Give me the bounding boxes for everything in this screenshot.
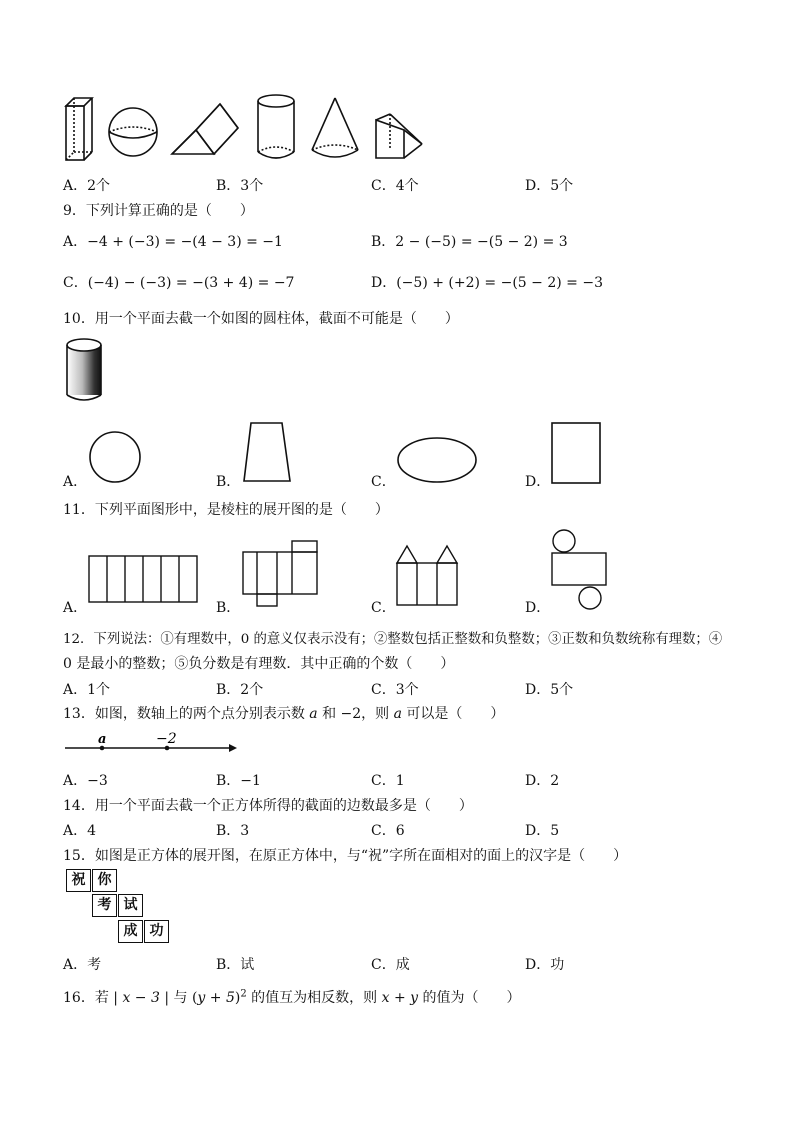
q16-square-expr: y + 5	[197, 990, 235, 1006]
q9-option-b[interactable]: B．2 − (−5) = −(5 − 2) = 3	[371, 234, 568, 250]
q11-net-b-figure	[242, 540, 322, 610]
cylinder-figure	[258, 95, 294, 158]
net-cell-shi: 试	[118, 894, 143, 917]
q13-option-a[interactable]: A．−3	[63, 773, 108, 789]
q15-option-d[interactable]: D．功	[525, 957, 565, 973]
q13-option-b[interactable]: B．−1	[216, 773, 261, 789]
q11-option-a[interactable]: A．	[63, 600, 88, 616]
q8-option-b[interactable]: B．3个	[216, 178, 264, 194]
net-cell-zhu: 祝	[66, 869, 91, 892]
q12-stem-line1: 12．下列说法：①有理数中，0 的意义仅表示没有；②整数包括正整数和负整数；③正数和负数统称有理数；④	[63, 632, 723, 647]
q16-post2: 的值为（ ）	[418, 990, 521, 1006]
rectangle-shape	[550, 421, 602, 485]
net-cell-kao: 考	[92, 894, 117, 917]
q11-option-b[interactable]: B．	[216, 600, 241, 616]
q14-option-a[interactable]: A．4	[63, 823, 97, 839]
q16-mid: | 与 (	[159, 990, 198, 1006]
q16-sum-expr: x + y	[381, 990, 419, 1006]
q10-stem: 10．用一个平面去截一个如图的圆柱体，截面不可能是（ ）	[63, 311, 459, 327]
q8-option-a[interactable]: A．2个	[63, 178, 111, 194]
q16-pre: 16．若 |	[63, 990, 123, 1006]
q11-option-c[interactable]: C．	[371, 600, 396, 616]
q11-stem: 11．下列平面图形中，是棱柱的展开图的是（ ）	[63, 502, 389, 518]
axis-label-a: a	[98, 732, 107, 747]
axis-label-minus-2: −2	[156, 731, 177, 747]
trapezoid-shape	[242, 421, 292, 483]
q16-stem: 16．若 | x − 3 | 与 $(y + 5)^2$ 的值互为相反数，则 x + y 的值为（ ）	[63, 988, 521, 1006]
q12-option-a[interactable]: A．1个	[63, 682, 111, 698]
q10-option-c[interactable]: C．	[371, 474, 396, 490]
q14-option-d[interactable]: D．5	[525, 823, 560, 839]
q11-net-d-figure	[550, 528, 610, 612]
q12-option-d[interactable]: D．5个	[525, 682, 574, 698]
q8-solids-figure	[60, 92, 440, 164]
q15-stem: 15．如图是正方体的展开图，在原正方体中，与“祝”字所在面相对的面上的汉字是（ ）	[63, 848, 628, 864]
q9-option-d[interactable]: D．(−5) + (+2) = −(5 − 2) = −3	[371, 275, 603, 291]
net-cell-gong: 功	[144, 920, 169, 943]
ellipse-shape	[396, 436, 478, 484]
sphere-figure	[109, 108, 157, 156]
q11-net-a-figure	[88, 555, 200, 605]
triangular-prism-figure	[172, 104, 238, 154]
rectangular-prism-figure	[66, 98, 92, 160]
q13-option-c[interactable]: C．1	[371, 773, 405, 789]
arrow-icon	[229, 744, 237, 752]
q8-option-d[interactable]: D．5个	[525, 178, 574, 194]
q9-stem: 9．下列计算正确的是（ ）	[63, 203, 254, 219]
q13-stem	[63, 703, 504, 723]
q10-option-a[interactable]: A．	[63, 474, 88, 490]
q11-option-d[interactable]: D．	[525, 600, 551, 616]
q12-option-b[interactable]: B．2个	[216, 682, 264, 698]
q16-post1: 的值互为相反数，则	[246, 990, 382, 1006]
cone-figure	[312, 98, 358, 157]
q10-option-b[interactable]: B．	[216, 474, 241, 490]
q16-abs-expr: x − 3	[122, 990, 160, 1006]
q12-option-c[interactable]: C．3个	[371, 682, 419, 698]
q9-option-a[interactable]: A．−4 + (−3) = −(4 − 3) = −1	[63, 234, 283, 250]
q15-option-c[interactable]: C．成	[371, 957, 410, 973]
q8-option-c[interactable]: C．4个	[371, 178, 419, 194]
q12-stem-line2: 0 是最小的整数；⑤负分数是有理数．其中正确的个数（ ）	[63, 656, 455, 672]
q15-option-b[interactable]: B．试	[216, 957, 255, 973]
q14-option-b[interactable]: B．3	[216, 823, 250, 839]
q10-option-d[interactable]: D．	[525, 474, 551, 490]
q13-number-line-figure	[63, 730, 239, 756]
q13-stem-mid: 和 −2，则	[317, 706, 394, 722]
q13-option-d[interactable]: D．2	[525, 773, 560, 789]
net-cell-ni: 你	[92, 869, 117, 892]
q9-option-c[interactable]: C．(−4) − (−3) = −(3 + 4) = −7	[63, 275, 295, 291]
q16-exponent: 2	[240, 988, 247, 1000]
q11-net-c-figure	[396, 543, 460, 609]
triangular-pyramid-figure	[376, 114, 422, 158]
q15-option-a[interactable]: A．考	[63, 957, 102, 973]
q10-cylinder-figure	[64, 337, 104, 403]
q13-stem-var2: a	[393, 706, 402, 722]
q13-stem-post: 可以是（ ）	[401, 706, 505, 722]
circle-shape	[88, 430, 142, 484]
net-cell-cheng: 成	[118, 920, 143, 943]
q14-option-c[interactable]: C．6	[371, 823, 405, 839]
q14-stem: 14．用一个平面去截一个正方体所得的截面的边数最多是（ ）	[63, 798, 473, 814]
q13-stem-var: a	[309, 706, 318, 722]
q13-stem-pre: 13．如图，数轴上的两个点分别表示数	[63, 706, 310, 722]
